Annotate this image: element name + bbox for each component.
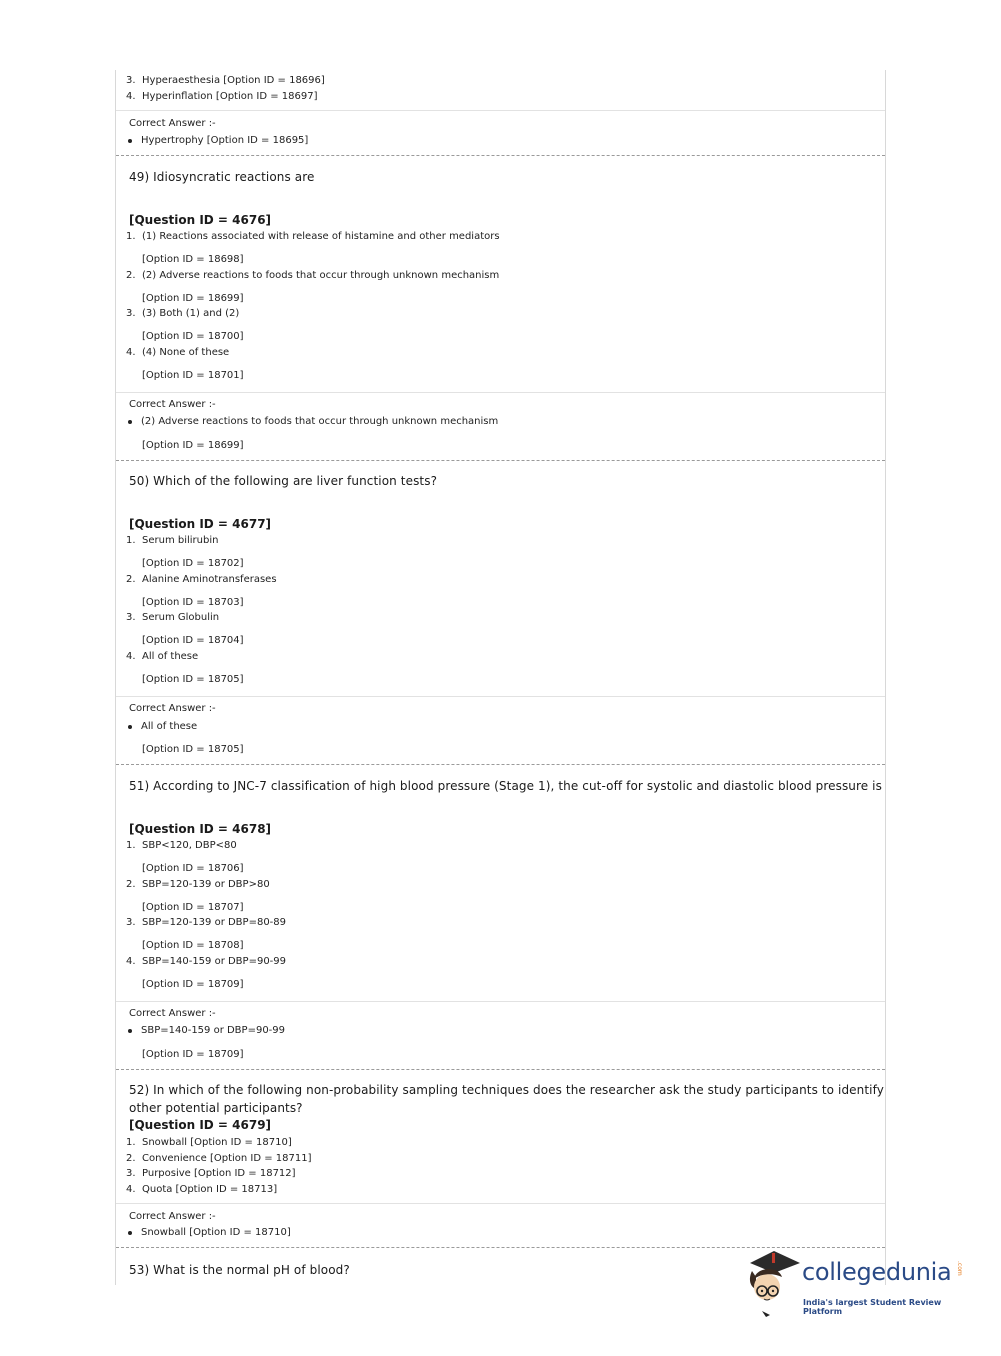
divider: [116, 1203, 885, 1204]
logo-tagline: India's largest Student Review Platform: [803, 1298, 942, 1316]
option-row: 1. Snowball [Option ID = 18710]: [126, 1137, 292, 1148]
option-row: 4. Quota [Option ID = 18713]: [126, 1183, 278, 1195]
logo-suffix: .com: [956, 1261, 963, 1276]
question-title: 52) In which of the following non-probability sampling techniques does the researcher ask the study participants to identify other potential participants?: [129, 1083, 884, 1115]
correct-answer-label: Correct Answer :-: [129, 1008, 216, 1019]
question-id: [Question ID = 4677]: [129, 517, 272, 531]
correct-answer-label: Correct Answer :-: [129, 1211, 216, 1222]
correct-answer: All of these: [128, 721, 197, 732]
correct-answer: Hypertrophy [Option ID = 18695]: [128, 135, 308, 146]
correct-answer: Snowball [Option ID = 18710]: [128, 1227, 291, 1238]
divider: [116, 110, 885, 111]
correct-option-id: [Option ID = 18709]: [142, 1049, 244, 1060]
prev-options: [126, 73, 895, 104]
collegedunia-logo: [742, 1249, 972, 1319]
correct-answer: (2) Adverse reactions to foods that occur through unknown mechanism: [128, 416, 498, 427]
option-item: 3. Serum Globulin [Option ID = 18704]: [126, 612, 244, 646]
option-row: 3. Hyperaesthesia [Option ID = 18696]: [126, 75, 325, 86]
option-item: 2. SBP=120-139 or DBP>80 [Option ID = 18707]: [126, 878, 270, 913]
question-id: [Question ID = 4676]: [129, 213, 272, 227]
option-list: [126, 1135, 895, 1197]
bullet-icon: [128, 420, 132, 424]
question-separator: [116, 1069, 885, 1070]
question-separator: [116, 460, 885, 461]
divider: [116, 696, 885, 697]
correct-answer-label: Correct Answer :-: [129, 118, 216, 129]
option-item: 4. (4) None of these [Option ID = 18701]: [126, 346, 244, 381]
option-item: 1. SBP<120, DBP<80 [Option ID = 18706]: [126, 840, 244, 874]
bullet-icon: [128, 139, 132, 143]
question-separator: [116, 155, 885, 156]
option-item: 1. (1) Reactions associated with release of histamine and other mediators [Option ID = 18698]: [126, 231, 500, 265]
divider: [116, 1001, 885, 1002]
question-separator: [116, 1247, 885, 1248]
option-row: 2. Convenience [Option ID = 18711]: [126, 1152, 312, 1164]
option-item: 3. SBP=120-139 or DBP=80-89 [Option ID = 18708]: [126, 917, 287, 951]
logo-name: collegedunia: [802, 1258, 952, 1286]
question-id: [Question ID = 4679]: [129, 1118, 272, 1132]
option-row: 4. Hyperinflation [Option ID = 18697]: [126, 90, 318, 102]
option-item: 4. All of these [Option ID = 18705]: [126, 650, 244, 685]
option-item: 2. Alanine Aminotransferases [Option ID = 18703]: [126, 573, 277, 608]
correct-option-id: [Option ID = 18699]: [142, 440, 244, 451]
student-mascot-icon: [742, 1249, 802, 1319]
bullet-icon: [128, 725, 132, 729]
bullet-icon: [128, 1231, 132, 1235]
question-title: 51) According to JNC-7 classification of high blood pressure (Stage 1), the cut-off for systolic and diastolic blood pressure is: [129, 779, 882, 793]
correct-answer: SBP=140-159 or DBP=90-99: [128, 1025, 285, 1036]
divider: [116, 392, 885, 393]
document-page: [115, 70, 886, 1285]
correct-answer-label: Correct Answer :-: [129, 703, 216, 714]
option-item: 4. SBP=140-159 or DBP=90-99 [Option ID = 18709]: [126, 955, 287, 990]
question-title: 50) Which of the following are liver function tests?: [129, 474, 438, 488]
option-item: 3. (3) Both (1) and (2) [Option ID = 18700]: [126, 308, 244, 342]
option-row: 3. Purposive [Option ID = 18712]: [126, 1168, 296, 1179]
bullet-icon: [128, 1029, 132, 1033]
option-item: 2. (2) Adverse reactions to foods that occur through unknown mechanism [Option ID = 18699]: [126, 269, 500, 304]
option-list: [126, 840, 286, 994]
question-separator: [116, 764, 885, 765]
question-title: 49) Idiosyncratic reactions are: [129, 170, 315, 184]
correct-answer-label: Correct Answer :-: [129, 399, 216, 410]
correct-option-id: [Option ID = 18705]: [142, 744, 244, 755]
option-item: 1. Serum bilirubin [Option ID = 18702]: [126, 535, 244, 569]
question-id: [Question ID = 4678]: [129, 822, 272, 836]
option-list: [126, 231, 500, 385]
question-title: 53) What is the normal pH of blood?: [129, 1263, 350, 1277]
option-list: [126, 535, 277, 689]
